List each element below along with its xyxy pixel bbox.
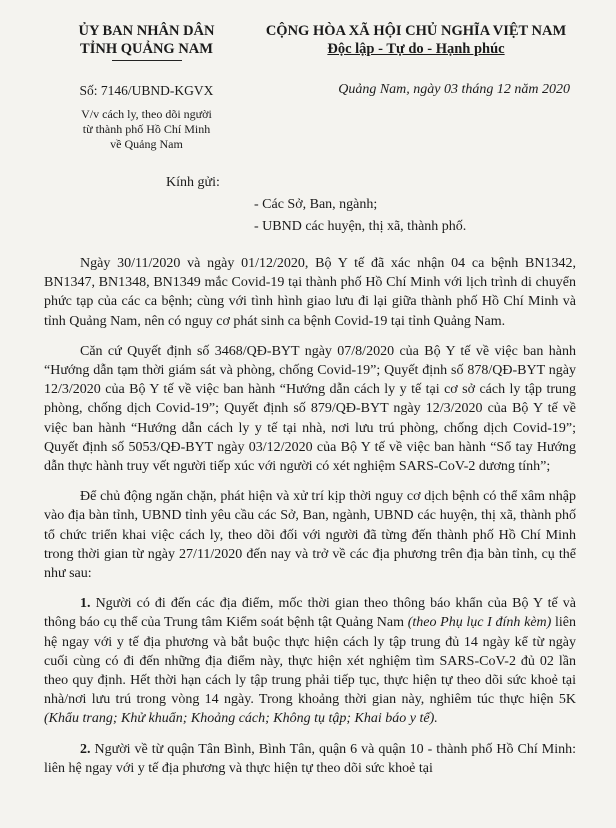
item-text: liên hệ ngay với y tế địa phương và bắt buộc thực hiện cách ly tập trung đủ 14 ngày kể từ ngày cuối cùng có đi đến những địa điểm này, thực hiện xét nghiệm tìm SARS-CoV-2 đủ 02 lần theo quy định. Hết thời hạn cách ly tập trung phải tiếp tục, thực hiện tự theo dõi sức khoẻ tại nhà/nơi lưu trú trong vòng 14 ngày. Trong khoảng thời gian này, nghiêm túc thực hiện 5K: [44, 615, 577, 708]
item-number: 1.: [80, 596, 91, 612]
recipients-greeting: Kính gửi:: [166, 175, 220, 190]
issuer-name-line1: ỦY BAN NHÂN DÂN: [78, 23, 215, 39]
paragraph: Ngày 30/11/2020 và ngày 01/12/2020, Bộ Y tế đã xác nhận 04 ca bệnh BN1342, BN1347, BN1348, BN1349 mắc Covid-19 tại thành phố Hồ Chí Minh với lịch trình di chuyển phức tạp của các ca bệnh; cùng với tình hình giao lưu đi lại giữa thành phố Hồ Chí Minh và tỉnh Quảng Nam, nên có nguy cơ phát sinh ca bệnh Covid-19 tại tỉnh Quảng Nam.: [44, 256, 576, 329]
document-number: Số: 7146/UBND-KGVX: [79, 83, 214, 98]
subject-line: về Quảng Nam: [110, 137, 183, 151]
document-date: Quảng Nam, ngày 03 tháng 12 năm 2020: [338, 82, 570, 97]
recipient-item: - Các Sở, Ban, ngành;: [254, 197, 378, 212]
item-text-italic: (Khẩu trang; Khử khuẩn; Khoảng cách; Không tụ tập; Khai báo y tế).: [44, 711, 438, 727]
item-text-italic: (theo Phụ lục I đính kèm): [407, 615, 552, 631]
paragraph-item-1: [44, 594, 576, 728]
item-number: 2.: [80, 741, 91, 757]
paragraph: Để chủ động ngăn chặn, phát hiện và xử trí kịp thời nguy cơ dịch bệnh có thể xâm nhập vào địa bàn tỉnh, UBND tỉnh yêu cầu các Sở, Ban, ngành, UBND các huyện, thị xã, thành phố tổ chức triển khai việc cách ly, theo dõi đối với người đã từng đến thành phố Hồ Chí Minh trong thời gian từ ngày 27/11/2020 đến nay và trở về các địa phương trên địa bàn tỉnh, cụ thể như sau:: [44, 489, 576, 582]
subject-line: V/v cách ly, theo dõi người: [81, 107, 212, 121]
document-header: [44, 22, 576, 152]
recipient-item: - UBND các huyện, thị xã, thành phố.: [254, 219, 467, 234]
national-motto: Độc lập - Tự do - Hạnh phúc: [327, 41, 505, 57]
national-block: [256, 22, 576, 152]
document-subject: [44, 107, 249, 152]
document-body: [44, 254, 576, 778]
item-text: Người có đi đến các địa điểm, mốc thời gian theo thông báo khẩn của Bộ Y tế và thông báo cụ thể của Trung tâm Kiểm soát bệnh tật Quảng Nam: [44, 596, 577, 631]
issuer-underline: [112, 60, 182, 61]
item-text: Người về từ quận Tân Bình, Bình Tân, quận 6 và quận 10 - thành phố Hồ Chí Minh: liên hệ ngay với y tế địa phương và thực hiện tự theo dõi sức khoẻ tại: [44, 741, 576, 776]
paragraph-item-2: [44, 740, 576, 778]
issuer-block: [44, 22, 249, 152]
recipients: [44, 172, 576, 238]
subject-line: từ thành phố Hồ Chí Minh: [82, 122, 211, 136]
national-title: CỘNG HÒA XÃ HỘI CHỦ NGHĨA VIỆT NAM: [265, 23, 567, 39]
paragraph: Căn cứ Quyết định số 3468/QĐ-BYT ngày 07/8/2020 của Bộ Y tế về việc ban hành “Hướng dẫn tạm thời giám sát và phòng, chống Covid-19”; Quyết định số 878/QĐ-BYT ngày 12/3/2020 của Bộ Y tế về việc ban hành “Hướng dẫn cách ly y tế tại cơ sở cách ly tập trung phòng, chống dịch Covid-19”; Quyết định số 879/QĐ-BYT ngày 12/3/2020 của Bộ Y tế về việc ban hành “Hướng dẫn cách ly y tế tại nhà, nơi lưu trú phòng, chống dịch Covid-19”; Quyết định số 5053/QĐ-BYT ngày 03/12/2020 của Bộ Y tế về việc ban hành “Sổ tay Hướng dẫn thực hành truy vết người tiếp xúc với người có xét nghiệm SARS-CoV-2 dương tính”;: [44, 343, 576, 475]
issuer-name-line2: TỈNH QUẢNG NAM: [80, 41, 213, 57]
